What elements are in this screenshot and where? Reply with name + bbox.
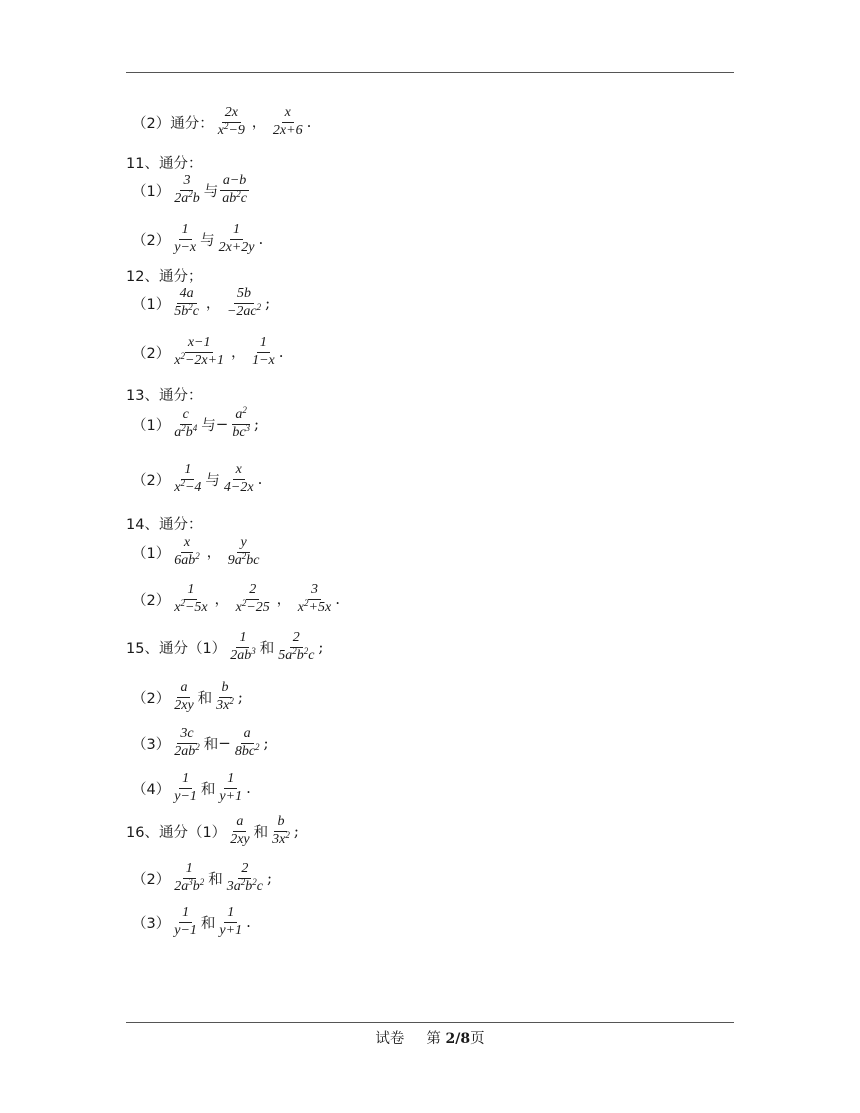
- part-label: （2）: [132, 472, 171, 489]
- heading-text: 11、通分：: [126, 156, 203, 172]
- fraction: $\frac{1}{2x+2y}$: [218, 222, 255, 255]
- q11-part1: [132, 174, 251, 206]
- fraction: $\frac{2}{5a^2b^2c}$: [278, 630, 315, 663]
- semicolon: ;: [318, 638, 324, 657]
- fraction: $\frac{3}{x^2+5x}$: [297, 582, 332, 615]
- fraction: $\frac{1}{x^2-5x}$: [174, 582, 208, 615]
- fraction: $\frac{c}{a^2b^4}$: [174, 407, 198, 440]
- part-label: （1）: [132, 545, 171, 562]
- part-label: （1）: [132, 417, 171, 434]
- fraction: $\frac{1}{y+1}$: [219, 771, 243, 804]
- q13-part2: [132, 463, 262, 495]
- part-label: （1）: [132, 296, 171, 313]
- conjunction: 和: [259, 640, 275, 657]
- q12-part1: [132, 287, 270, 319]
- part-label: （3）: [132, 915, 171, 932]
- fraction: $\frac{5b}{-2ac^2}$: [226, 286, 262, 319]
- conjunction: 与: [203, 183, 219, 200]
- fraction: $\frac{x}{2x+6}$: [272, 105, 303, 138]
- part-label: （3）: [132, 736, 171, 753]
- q16-part2: [132, 862, 272, 894]
- q10-part2: [132, 106, 311, 138]
- question-11-heading: [126, 152, 202, 173]
- fraction: $\frac{4a}{5b^2c}$: [174, 286, 199, 319]
- page-footer: [0, 1027, 860, 1048]
- page-prefix: 第: [426, 1031, 446, 1047]
- semicolon: ;: [254, 415, 260, 434]
- part-label: （2）: [132, 232, 171, 249]
- q12-part2: [132, 336, 284, 368]
- conjunction: 与: [205, 472, 220, 489]
- fraction: $\frac{a}{2xy}$: [174, 680, 194, 713]
- fraction: $\frac{a}{8bc^2}$: [234, 726, 260, 759]
- part-label: （2）: [132, 690, 171, 707]
- part-label: （4）: [132, 781, 171, 798]
- fraction: $\frac{x-1}{x^2-2x+1}$: [174, 335, 225, 368]
- heading-text: 12、通分；: [126, 269, 203, 285]
- semicolon: ;: [237, 688, 243, 707]
- conjunction: 和: [200, 781, 216, 798]
- part-label: （2）: [132, 345, 171, 362]
- comma: ，: [231, 345, 246, 362]
- part-label: （2）通分：: [132, 115, 214, 132]
- page-suffix: 页: [470, 1031, 485, 1047]
- fraction: $\frac{x}{4-2x}$: [223, 462, 254, 495]
- part-label: （2）: [132, 871, 171, 888]
- heading-text: 13、通分：: [126, 388, 203, 404]
- q15-part1: [126, 631, 323, 663]
- fraction: $\frac{b}{3x^2}$: [272, 814, 290, 847]
- fraction: $\frac{a-b}{ab^2c}$: [219, 174, 250, 206]
- conjunction: 与: [201, 417, 216, 434]
- part-label: （2）: [132, 592, 171, 609]
- period: .: [335, 590, 340, 609]
- q15-part4: [132, 772, 251, 804]
- fraction: $\frac{3}{2a^2b}$: [174, 173, 200, 206]
- q14-part2: [132, 583, 340, 615]
- fraction: $\frac{a^2}{bc^3}$: [232, 405, 251, 440]
- conjunction: 与: [200, 232, 215, 249]
- fraction: $\frac{1}{y+1}$: [219, 905, 243, 938]
- footer-label: 试卷: [375, 1031, 405, 1047]
- period: .: [257, 470, 263, 489]
- conjunction: 和: [208, 871, 223, 888]
- fraction: $\frac{3c}{2ab^2}$: [174, 726, 200, 759]
- comma: ，: [276, 592, 291, 609]
- q13-part1: （1） $\frac{c}{a^2b^4}$ 与 − $\frac{a^2}{bc^3}$ ;: [132, 405, 260, 440]
- q16-part3: [132, 906, 251, 938]
- period: .: [306, 113, 312, 132]
- question-12-heading: [126, 265, 202, 286]
- fraction: $\frac{1}{1-x}$: [252, 335, 275, 368]
- conjunction: 和: [197, 690, 213, 707]
- comma: ，: [251, 115, 266, 132]
- fraction: $\frac{1}{x^2-4}$: [174, 462, 202, 495]
- fraction: $\frac{1}{y-1}$: [174, 771, 197, 804]
- fraction: $\frac{2x}{x^2-9}$: [217, 105, 245, 138]
- q14-part1: [132, 536, 263, 568]
- conjunction: 和: [200, 915, 216, 932]
- semicolon: ;: [263, 734, 269, 753]
- fraction: $\frac{y}{9a^2bc}$: [227, 535, 260, 568]
- period: .: [258, 230, 264, 249]
- q11-part2: [132, 223, 263, 255]
- semicolon: ;: [265, 294, 271, 313]
- fraction: $\frac{1}{2ab^3}$: [230, 630, 256, 663]
- question-14-heading: [126, 513, 202, 534]
- heading-text: 14、通分：: [126, 517, 203, 533]
- fraction: $\frac{1}{y-1}$: [174, 905, 197, 938]
- period: .: [246, 779, 251, 798]
- heading-text: 15、通分（1）: [126, 640, 227, 657]
- q15-part2: [132, 681, 243, 713]
- footer-rule: [126, 1022, 734, 1023]
- fraction: $\frac{x}{6ab^2}$: [174, 535, 200, 568]
- semicolon: ;: [293, 822, 299, 841]
- fraction: $\frac{b}{3x^2}$: [216, 680, 234, 713]
- conjunction: 和: [253, 824, 269, 841]
- q15-part3: （3） $\frac{3c}{2ab^2}$ 和 − $\frac{a}{8bc^2}$ ;: [132, 726, 269, 759]
- fraction: $\frac{2}{x^2-25}$: [235, 582, 270, 615]
- period: .: [246, 913, 251, 932]
- heading-text: 16、通分（1）: [126, 824, 227, 841]
- question-13-heading: [126, 384, 202, 405]
- fraction: $\frac{2}{3a^2b^2c}$: [226, 861, 263, 894]
- header-rule: [126, 72, 734, 73]
- q16-part1: [126, 815, 299, 847]
- conjunction: 和: [203, 736, 219, 753]
- fraction: $\frac{1}{2a^3b^2}$: [174, 861, 205, 894]
- semicolon: ;: [266, 869, 273, 888]
- period: .: [278, 343, 284, 362]
- page-number: 2/8: [445, 1031, 471, 1047]
- part-label: （1）: [132, 183, 171, 200]
- comma: ，: [206, 545, 221, 562]
- fraction: $\frac{a}{2xy}$: [230, 814, 250, 847]
- fraction: $\frac{1}{y-x}$: [174, 222, 197, 255]
- comma: ，: [205, 296, 220, 313]
- comma: ，: [214, 592, 229, 609]
